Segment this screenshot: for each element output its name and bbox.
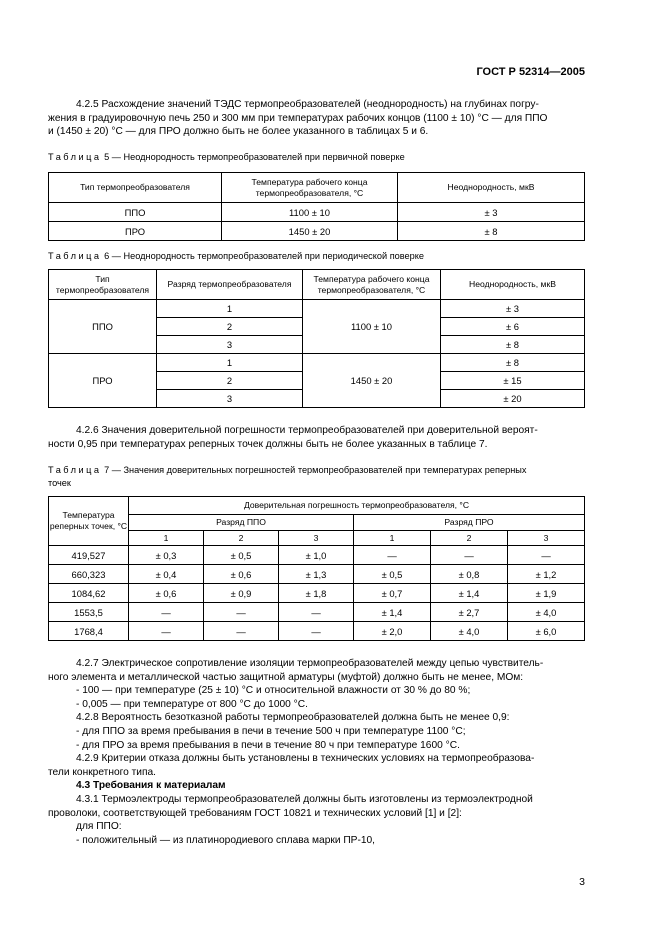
p426-line2: ности 0,95 при температурах реперных точек должны быть не более указанных в таблице 7. <box>48 438 488 450</box>
p427-line1: 4.2.7 Электрическое сопротивление изоляции термопреобразователей между цепью чувствитель- <box>76 658 544 669</box>
p429-line1: 4.2.9 Критерии отказа должны быть установлены в технических условиях на термопреобразова- <box>76 753 535 765</box>
table-cell: ± 3 <box>441 300 585 318</box>
table-cell: ± 0,5 <box>204 546 279 565</box>
table7-header-temp: Температура реперных точек, °С <box>49 497 129 546</box>
table5-header-nonuniformity: Неоднородность, мкВ <box>398 173 585 203</box>
table-cell: — <box>279 603 354 622</box>
p431-line1: 4.3.1 Термоэлектроды термопреобразователей должны быть изготовлены из термоэлектродной <box>76 793 533 805</box>
table5-caption <box>48 151 588 164</box>
table-cell: ± 0,9 <box>204 584 279 603</box>
p431-line4: - положительный — из платинородиевого сплава марки ПР-10, <box>76 834 376 846</box>
table5 <box>48 172 585 241</box>
table-cell: — <box>354 546 431 565</box>
table-cell: ± 8 <box>398 222 585 241</box>
table-cell: ± 1,4 <box>354 603 431 622</box>
table7-rank: 3 <box>279 531 354 546</box>
table-row <box>49 222 585 241</box>
table-cell: ± 1,9 <box>508 584 585 603</box>
table-cell: ± 2,7 <box>431 603 508 622</box>
p428-line3: - для ПРО за время пребывания в печи в течение 80 ч при температуре 1600 °С. <box>76 739 460 751</box>
table7-caption <box>48 464 588 489</box>
table6-caption-text: 6 — Неоднородность термопреобразователей при периодической поверке <box>104 251 425 261</box>
table-row <box>49 603 585 622</box>
table-cell: — <box>279 622 354 641</box>
table-cell: ± 0,7 <box>354 584 431 603</box>
paragraph-4-2-5 <box>48 98 588 139</box>
p431-line3: для ППО: <box>76 821 122 833</box>
table-cell: ± 15 <box>441 372 585 390</box>
document-id: ГОСТ Р 52314—2005 <box>476 66 585 78</box>
table7-caption-text: 7 — Значения доверительных погрешностей термопреобразователей при температурах реперных <box>104 465 527 475</box>
p427-line3: - 100 — при температуре (25 ± 10) °С и относительной влажности от 30 % до 80 %; <box>76 685 471 697</box>
table5-header-temp: Температура рабочего конца термопреобразователя, °С <box>222 173 398 203</box>
table-cell: ППО <box>49 203 222 222</box>
table7-rank: 3 <box>508 531 585 546</box>
table-cell: — <box>508 546 585 565</box>
table-cell: ± 1,8 <box>279 584 354 603</box>
table-row <box>49 622 585 641</box>
table-cell: ± 1,2 <box>508 565 585 584</box>
table-row <box>49 354 585 372</box>
p426-line1: 4.2.6 Значения доверительной погрешности термопреобразователей при доверительной вероят- <box>76 425 538 436</box>
table7-rank: 2 <box>431 531 508 546</box>
table-row <box>49 546 585 565</box>
table-cell: 1768,4 <box>49 622 129 641</box>
table-cell: ± 0,6 <box>129 584 204 603</box>
table6-caption <box>48 250 588 263</box>
table7-header-pro: Разряд ПРО <box>354 515 585 531</box>
table7-caption-line2: точек <box>48 477 71 488</box>
table6-header-temp: Температура рабочего конца термопреобразователя, °С <box>303 270 441 300</box>
section-4-3-title: 4.3 Требования к материалам <box>76 780 226 792</box>
table-cell: 660,323 <box>49 565 129 584</box>
table-cell: ± 4,0 <box>431 622 508 641</box>
table5-caption-text: 5 — Неоднородность термопреобразователей при первичной поверке <box>104 152 405 162</box>
table-cell: ± 6,0 <box>508 622 585 641</box>
table7-rank: 2 <box>204 531 279 546</box>
table-cell: ПРО <box>49 222 222 241</box>
table5-header-type: Тип термопреобразователя <box>49 173 222 203</box>
table-cell: ± 3 <box>398 203 585 222</box>
table6-label: Таблица <box>48 251 102 261</box>
table-cell: ± 0,8 <box>431 565 508 584</box>
table7 <box>48 496 585 641</box>
table-cell: ± 8 <box>441 336 585 354</box>
table-cell: — <box>204 603 279 622</box>
table-cell: ± 1,0 <box>279 546 354 565</box>
table-cell: — <box>204 622 279 641</box>
p429-line2: тели конкретного типа. <box>48 766 156 778</box>
p428-line2: - для ППО за время пребывания в печи в течение 500 ч при температуре 1100 °С; <box>76 725 466 737</box>
p425-line1: 4.2.5 Расхождение значений ТЭДС термопреобразователей (неоднородность) на глубинах погру- <box>76 99 539 110</box>
table-cell: ± 1,4 <box>431 584 508 603</box>
table-cell: ± 1,3 <box>279 565 354 584</box>
paragraph-4-2-6 <box>48 424 588 451</box>
table6-header-nonuniformity: Неоднородность, мкВ <box>441 270 585 300</box>
p427-line2: ного элемента и металлической частью защитной арматуры (муфтой) должно быть не менее, МОм: <box>48 671 524 683</box>
table-cell: 1553,5 <box>49 603 129 622</box>
table6-header-rank: Разряд термопреобразователя <box>157 270 303 300</box>
table7-header-ppo: Разряд ППО <box>129 515 354 531</box>
table6-type-pro: ПРО <box>49 354 157 408</box>
table7-rank: 1 <box>129 531 204 546</box>
table7-header-main: Доверительная погрешность термопреобразователя, °С <box>129 497 585 515</box>
table-cell: 1 <box>157 300 303 318</box>
paragraph-4-2-7 <box>48 657 588 847</box>
table-cell: 1100 ± 10 <box>222 203 398 222</box>
table-cell: 1 <box>157 354 303 372</box>
p427-line4: - 0,005 — при температуре от 800 °С до 1000 °С. <box>76 698 308 710</box>
table-cell: ± 0,6 <box>204 565 279 584</box>
table-cell: — <box>129 603 204 622</box>
table-row <box>49 565 585 584</box>
table-cell: 2 <box>157 318 303 336</box>
table-row <box>49 300 585 318</box>
table7-label: Таблица <box>48 465 102 475</box>
p425-line3: и (1450 ± 20) °С — для ПРО должно быть не более указанного в таблицах 5 и 6. <box>48 126 429 138</box>
table5-label: Таблица <box>48 152 102 162</box>
p428-line1: 4.2.8 Вероятность безотказной работы термопреобразователей должна быть не менее 0,9: <box>76 712 510 724</box>
table-row <box>49 203 585 222</box>
table6-temp-ppo: 1100 ± 10 <box>303 300 441 354</box>
table-cell: 1084,62 <box>49 584 129 603</box>
table-cell: ± 4,0 <box>508 603 585 622</box>
table-cell: 2 <box>157 372 303 390</box>
table6-header-type: Тип термопреобразователя <box>49 270 157 300</box>
table-cell: — <box>129 622 204 641</box>
p425-line2: жения в градуировочную печь 250 и 300 мм при температурах рабочих концов (1100 ± 10) °С — для ППО <box>48 112 548 124</box>
table6 <box>48 269 585 408</box>
table-cell: 3 <box>157 336 303 354</box>
table-cell: — <box>431 546 508 565</box>
table6-type-ppo: ППО <box>49 300 157 354</box>
table7-rank: 1 <box>354 531 431 546</box>
table-cell: 3 <box>157 390 303 408</box>
p431-line2: проволоки, соответствующей требованиям ГОСТ 10821 и технических условий [1] и [2]: <box>48 807 462 819</box>
table-cell: ± 6 <box>441 318 585 336</box>
table-cell: ± 8 <box>441 354 585 372</box>
table-cell: 1450 ± 20 <box>222 222 398 241</box>
table-cell: ± 0,5 <box>354 565 431 584</box>
table-cell: ± 0,4 <box>129 565 204 584</box>
table-cell: 419,527 <box>49 546 129 565</box>
table-cell: ± 2,0 <box>354 622 431 641</box>
table6-temp-pro: 1450 ± 20 <box>303 354 441 408</box>
table-cell: ± 20 <box>441 390 585 408</box>
page-number: 3 <box>579 876 585 888</box>
table-row <box>49 584 585 603</box>
table-cell: ± 0,3 <box>129 546 204 565</box>
